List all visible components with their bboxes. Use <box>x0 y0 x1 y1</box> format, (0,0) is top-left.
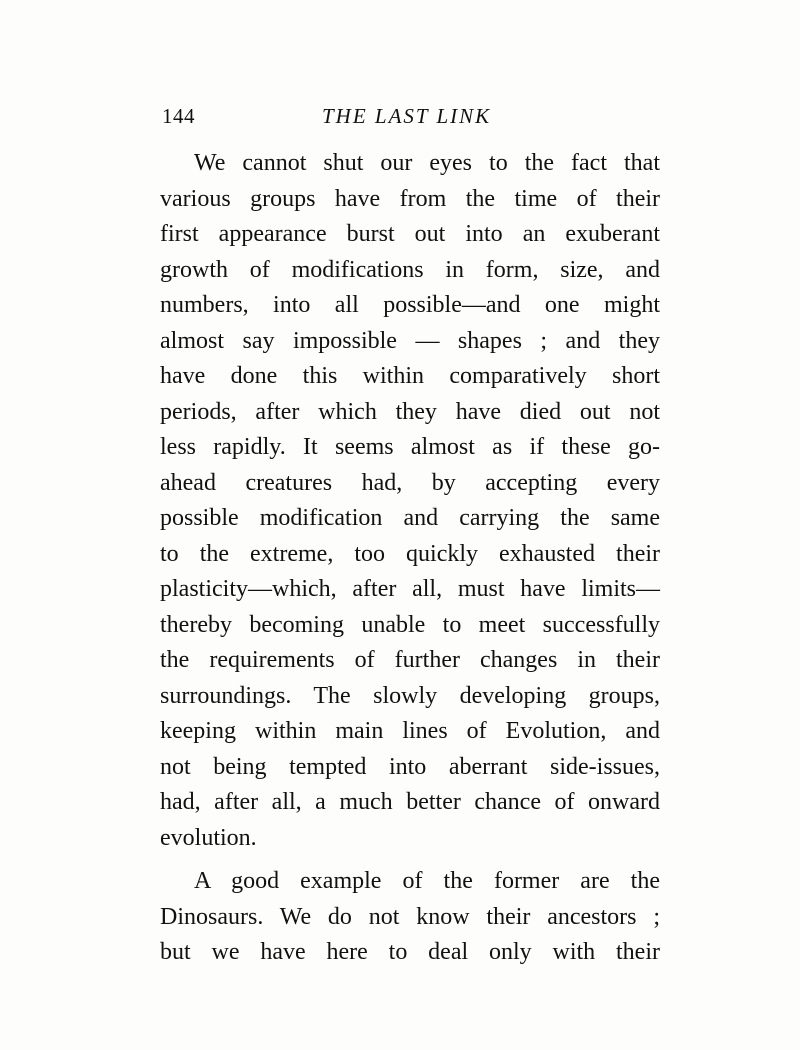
text-line: thereby becoming unable to meet successfully <box>160 611 660 638</box>
text-line: have done this within comparatively short <box>160 363 660 389</box>
paragraph-1 <box>160 146 660 856</box>
running-head <box>162 104 662 134</box>
running-title: THE LAST LINK <box>322 104 492 128</box>
text-line: We cannot shut our eyes to the fact that <box>194 150 660 176</box>
text-line: ahead creatures had, by accepting every <box>160 469 660 496</box>
text-line: A good example of the former are the <box>194 868 660 894</box>
text-line: plasticity—which, after all, must have limits— <box>160 576 660 602</box>
text-line: growth of modifications in form, size, and <box>160 256 660 283</box>
body-text <box>160 146 660 971</box>
text-line: periods, after which they have died out not <box>160 398 660 425</box>
text-line: less rapidly. It seems almost as if these go- <box>160 434 660 460</box>
paragraph-gap <box>160 856 660 864</box>
text-line: the requirements of further changes in their <box>160 647 660 673</box>
text-line: had, after all, a much better chance of onward <box>160 789 660 815</box>
text-line: various groups have from the time of their <box>160 185 660 212</box>
paragraph-2 <box>160 864 660 971</box>
text-line: but we have here to deal only with their <box>160 939 660 965</box>
text-line: not being tempted into aberrant side-issues, <box>160 753 660 780</box>
text-line: keeping within main lines of Evolution, and <box>160 718 660 744</box>
text-line: numbers, into all possible—and one might <box>160 292 660 318</box>
text-line: surroundings. The slowly developing groups, <box>160 682 660 709</box>
text-line: to the extreme, too quickly exhausted their <box>160 540 660 567</box>
text-line: evolution. <box>160 824 257 851</box>
text-line: possible modification and carrying the same <box>160 505 660 531</box>
text-line: first appearance burst out into an exuberant <box>160 221 660 247</box>
text-line: almost say impossible — shapes ; and they <box>160 327 660 354</box>
page-number: 144 <box>162 104 195 128</box>
text-line: Dinosaurs. We do not know their ancestors ; <box>160 903 660 930</box>
